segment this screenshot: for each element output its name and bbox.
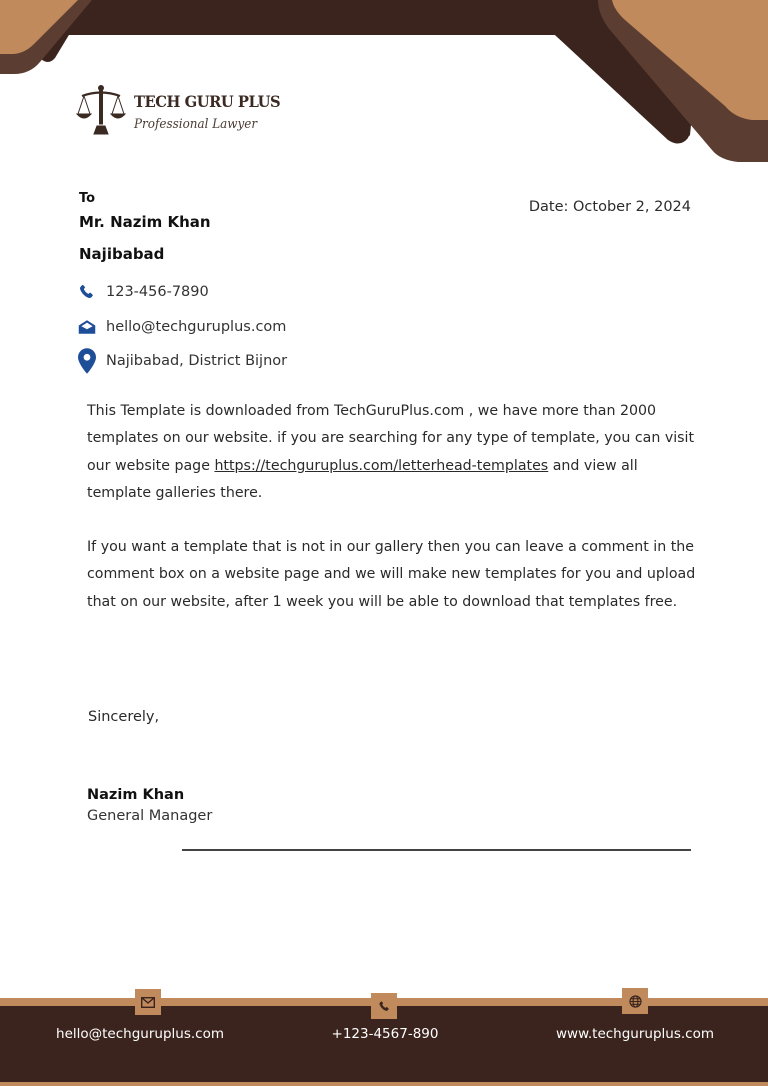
envelope-icon [78,317,96,337]
signature-title: General Manager [87,808,213,824]
location-pin-icon [78,351,96,371]
phone-icon [371,993,397,1019]
footer-bottom-stripe [0,1082,768,1086]
footer-website[interactable]: www.techguruplus.com [555,1026,715,1042]
company-name: TECH GURU PLUS [134,92,281,111]
contact-email [78,317,286,337]
templates-link[interactable]: https://techguruplus.com/letterhead-templates [214,457,549,474]
recipient-city: Najibabad [79,245,165,263]
phone-icon [78,282,96,302]
envelope-icon [135,989,161,1015]
letter-date: Date: October 2, 2024 [528,199,691,215]
signature-line [182,849,691,851]
contact-phone [78,282,209,302]
closing: Sincerely, [88,709,160,725]
contact-email-text: hello@techguruplus.com [106,319,287,335]
globe-icon [622,988,648,1014]
recipient-name: Mr. Nazim Khan [79,213,211,231]
company-tagline: Professional Lawyer [134,117,258,132]
signature-name: Nazim Khan [87,787,185,803]
footer-email[interactable]: hello@techguruplus.com [56,1026,224,1042]
contact-location [78,351,287,371]
contact-phone-text: 123-456-7890 [106,284,209,300]
body-paragraph-2: If you want a template that is not in our gallery then you can leave a comment in the comment box on a website page and we will make new templates for you and upload that on our website, after 1 week you will be able to download that templates free. [87,539,696,610]
scales-of-justice-icon [76,84,126,136]
body-paragraph-1: This Template is downloaded from TechGuruPlus.com , we have more than 2000 templates on our website. if you are searching for any type of template, you can visit our website page https://techguruplus.com/letterhead-templates and view all template galleries there. [87,403,695,501]
footer-phone[interactable]: +123-4567-890 [331,1026,439,1042]
to-label: To [79,191,96,206]
contact-location-text: Najibabad, District Bijnor [106,353,288,369]
